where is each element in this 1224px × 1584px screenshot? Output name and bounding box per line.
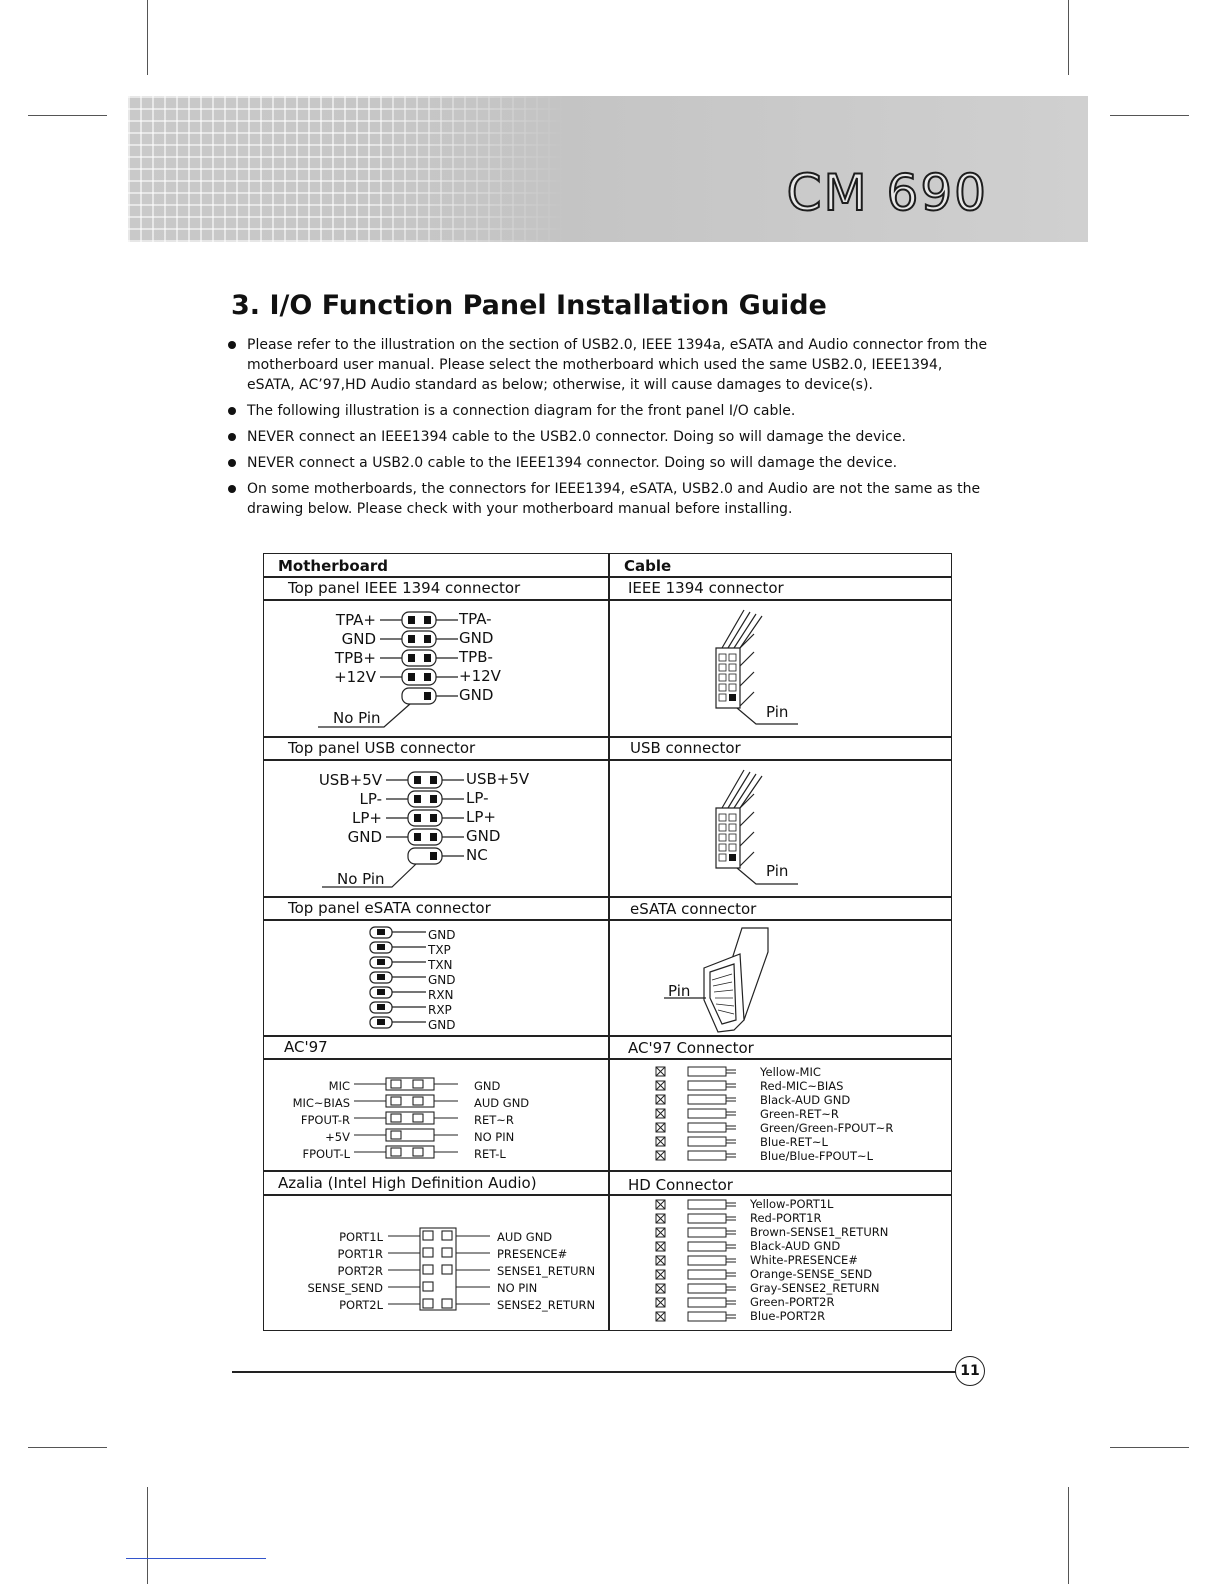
pin-label: AUD GND (497, 1230, 553, 1244)
cable-pin-label: Pin (766, 703, 789, 721)
list-item: NEVER connect a USB2.0 cable to the IEEE1394 connector. Doing so will damage the device. (228, 453, 988, 473)
row-divider (264, 919, 951, 921)
pin-label: NC (466, 846, 488, 864)
crop-mark (147, 0, 148, 75)
wire-label: White-PRESENCE# (750, 1253, 858, 1267)
row-divider (264, 576, 951, 578)
hd-mb-title: Azalia (Intel High Definition Audio) (278, 1174, 537, 1192)
pin-label: TXN (428, 958, 453, 972)
pin-label: TPB+ (334, 649, 376, 667)
pin-label: SENSE1_RETURN (497, 1264, 596, 1278)
pin-label: NO PIN (474, 1130, 515, 1144)
wire-label: Blue/Blue-FPOUT~L (760, 1149, 874, 1163)
wire-label: Blue-PORT2R (750, 1309, 826, 1323)
usb-mb-title: Top panel USB connector (288, 739, 476, 757)
pin-label: MIC~BIAS (292, 1096, 350, 1110)
crop-mark (28, 1447, 107, 1448)
wire-label: Yellow-PORT1L (750, 1197, 834, 1211)
pin-label: FPOUT-R (300, 1113, 350, 1127)
pin-label: GND (459, 686, 494, 704)
crop-mark (28, 115, 107, 116)
column-divider (608, 554, 610, 1330)
bullet-icon (228, 407, 236, 415)
crop-mark (1110, 1447, 1189, 1448)
pin-label: LP+ (352, 809, 382, 827)
pin-label: TPB- (459, 648, 493, 666)
ieee-cable-title: IEEE 1394 connector (628, 579, 784, 597)
pin-label: +12V (334, 668, 376, 686)
pin-label: TPA- (459, 610, 492, 628)
esata-header-diagram (364, 924, 434, 1034)
pin-label: GND (428, 1018, 456, 1032)
wire-label: Red-PORT1R (750, 1211, 822, 1225)
pin-label: SENSE_SEND (307, 1281, 383, 1295)
page-number: 11 (955, 1356, 985, 1386)
bullet-icon (228, 459, 236, 467)
pin-label: GND (466, 827, 501, 845)
pin-label: PRESENCE# (497, 1247, 568, 1261)
pin-label: +12V (459, 667, 501, 685)
bullet-icon (228, 341, 236, 349)
header-band (128, 96, 1088, 242)
pin-label: PORT1L (339, 1230, 383, 1244)
list-item: The following illustration is a connection diagram for the front panel I/O cable. (228, 401, 988, 421)
list-item: On some motherboards, the connectors for IEEE1394, eSATA, USB2.0 and Audio are not the same as the drawing below. Please check with your motherboard manual before installing. (228, 479, 988, 519)
pin-label: GND (428, 973, 456, 987)
ac97-mb-title: AC'97 (284, 1038, 328, 1056)
pin-label: FPOUT-L (302, 1147, 350, 1161)
row-divider (264, 896, 951, 898)
hd-cable-plugs (654, 1196, 754, 1328)
pin-label: AUD GND (474, 1096, 530, 1110)
pin-label: RET-L (474, 1147, 506, 1161)
pin-label: GND (341, 630, 376, 648)
wire-label: Black-AUD GND (750, 1239, 841, 1253)
no-pin-label: No Pin (337, 870, 385, 888)
row-divider (264, 736, 951, 738)
row-divider (264, 1194, 951, 1196)
wire-label: Green-PORT2R (750, 1295, 835, 1309)
header-grid-pattern (128, 96, 568, 242)
pin-label: MIC (328, 1079, 350, 1093)
wire-label: Yellow-MIC (760, 1065, 821, 1079)
connector-table (263, 553, 952, 1331)
pin-label: LP+ (466, 808, 496, 826)
wire-label: Orange-SENSE_SEND (750, 1267, 873, 1281)
page-title: 3. I/O Function Panel Installation Guide (231, 290, 827, 321)
bottom-rule (126, 1558, 266, 1559)
footer-rule (232, 1371, 956, 1373)
no-pin-label: No Pin (333, 709, 381, 727)
ieee-header-diagram (264, 600, 608, 736)
wire-label: Brown-SENSE1_RETURN (750, 1225, 889, 1239)
usb-header-diagram (264, 760, 608, 896)
pin-label: TXP (428, 943, 451, 957)
wire-label: Blue-RET~L (760, 1135, 828, 1149)
pin-label: GND (347, 828, 382, 846)
pin-label: NO PIN (497, 1281, 538, 1295)
wire-label: Green/Green-FPOUT~R (760, 1121, 894, 1135)
cable-header: Cable (624, 557, 672, 575)
crop-mark (1110, 115, 1189, 116)
pin-label: +5V (325, 1130, 350, 1144)
wire-label: Gray-SENSE2_RETURN (750, 1281, 880, 1295)
pin-label: PORT2L (339, 1298, 383, 1312)
pin-label: USB+5V (318, 771, 382, 789)
list-item: NEVER connect an IEEE1394 cable to the USB2.0 connector. Doing so will damage the device. (228, 427, 988, 447)
pin-label: RXN (428, 988, 454, 1002)
esata-cable-title: eSATA connector (630, 900, 757, 918)
wire-label: Black-AUD GND (760, 1093, 851, 1107)
brand-logo: CM 690 (786, 164, 988, 222)
crop-mark (147, 1487, 148, 1584)
ieee-mb-title: Top panel IEEE 1394 connector (288, 579, 521, 597)
esata-mb-title: Top panel eSATA connector (288, 899, 491, 917)
pin-label: LP- (466, 789, 489, 807)
row-divider (264, 1170, 951, 1172)
pin-label: GND (428, 928, 456, 942)
bullet-icon (228, 433, 236, 441)
ac97-cable-plugs (654, 1064, 754, 1168)
wire-label: Red-MIC~BIAS (760, 1079, 844, 1093)
pin-label: TPA+ (335, 611, 376, 629)
hd-cable-title: HD Connector (628, 1176, 733, 1194)
pin-label: RXP (428, 1003, 452, 1017)
cable-pin-label: Pin (668, 982, 691, 1000)
pin-label: RET~R (474, 1113, 514, 1127)
pin-label: PORT2R (337, 1264, 383, 1278)
motherboard-header: Motherboard (278, 557, 388, 575)
cable-pin-label: Pin (766, 862, 789, 880)
list-item: Please refer to the illustration on the section of USB2.0, IEEE 1394a, eSATA and Audio connector from the motherboard user manual. Please select the motherboard which used the same USB2.0, IEEE1394, eSATA, AC’97,HD Audio standard as below; otherwise, it will cause damages to device(s). (228, 335, 988, 395)
usb-cable-title: USB connector (630, 739, 741, 757)
ieee-cable-plug-drawing (704, 606, 814, 726)
pin-label: USB+5V (466, 770, 530, 788)
crop-mark (1068, 0, 1069, 75)
ac97-cable-title: AC'97 Connector (628, 1039, 754, 1057)
pin-label: GND (474, 1079, 501, 1093)
usb-cable-plug-drawing (704, 766, 814, 886)
pin-label: LP- (359, 790, 382, 808)
row-divider (264, 1035, 951, 1037)
wire-label: Green-RET~R (760, 1107, 839, 1121)
pin-label: PORT1R (337, 1247, 383, 1261)
pin-label: GND (459, 629, 494, 647)
instruction-list (228, 335, 988, 525)
crop-mark (1068, 1487, 1069, 1584)
pin-label: SENSE2_RETURN (497, 1298, 596, 1312)
esata-cable-plug-drawing (664, 924, 784, 1036)
bullet-icon (228, 485, 236, 493)
